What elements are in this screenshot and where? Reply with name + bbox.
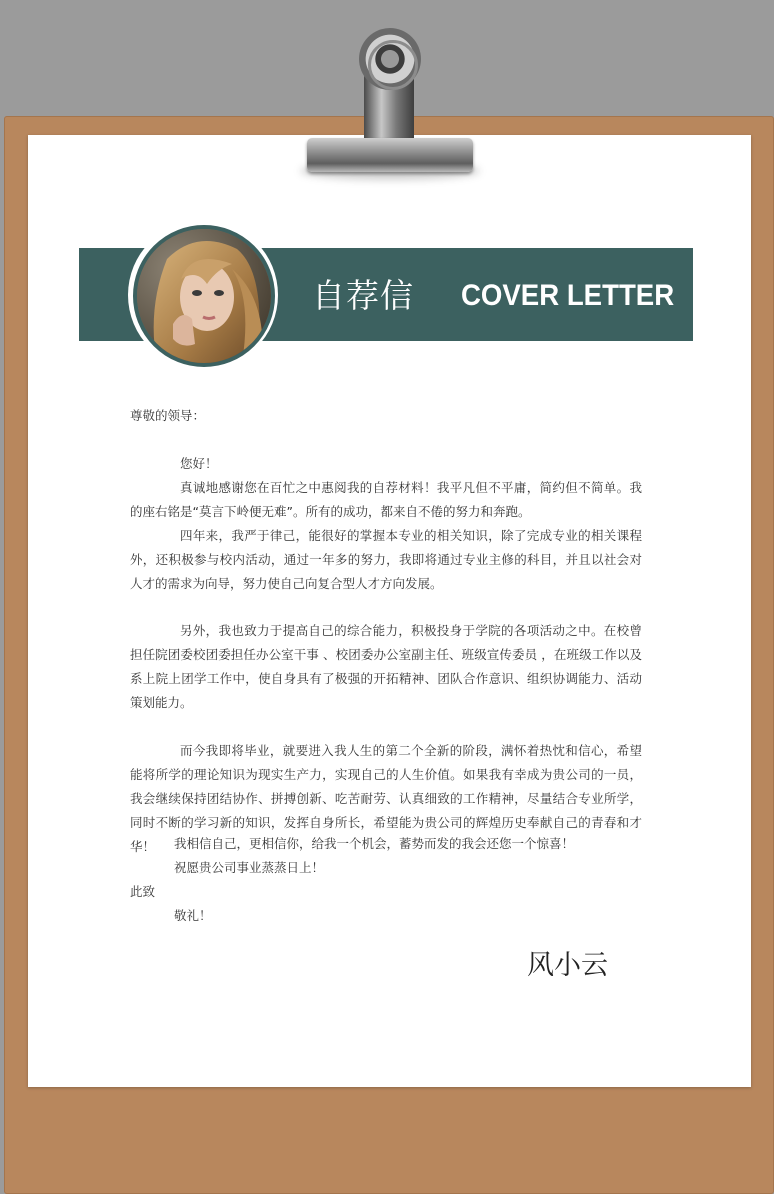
paragraph-3: 另外，我也致力于提高自己的综合能力，积极投身于学院的各项活动之中。在校曾担任院团委校团委担任办公室干事 、校团委办公室副主任、班级宣传委员 ，在班级工作以及系上院上团学工作中，使自身具有了极强的开拓精神、团队合作意识、组织协调能力、活动策划能力。 (130, 623, 642, 710)
clip-ring-highlight (368, 40, 418, 90)
binder-clip-icon (307, 138, 473, 172)
closing-line-1: 我相信自己，更相信你，给我一个机会，蓄势而发的我会还您一个惊喜！ (174, 836, 575, 851)
letter-section-2 (130, 619, 642, 715)
portrait-image (137, 229, 271, 363)
paragraph-2: 四年来，我严于律己，能很好的掌握本专业的相关知识，除了完成专业的相关课程外，还积极参与校内活动，通过一年多的努力，我即将通过专业主修的科目，并且以社会对人才的需求为向导，努力使自己向复合型人才方向发展。 (130, 528, 642, 591)
paragraph-4: 而今我即将毕业，就要进入我人生的第二个全新的阶段，满怀着热忱和信心，希望能将所学的理论知识为现实生产力，实现自己的人生价值。如果我有幸成为贵公司的一员，我会继续保持团结协作、拼搏创新、吃苦耐劳、认真细致的工作精神，尽量结合专业所学，同时不断的学习新的知识，发挥自身所长，希望能为贵公司的辉煌历史奉献自己的青春和才华！ (130, 743, 642, 854)
salutation-text: 尊敬的领导： (130, 408, 206, 423)
letter-section-1 (130, 452, 642, 596)
title-chinese: 自荐信 (312, 276, 414, 315)
letter-closing (130, 832, 642, 928)
closing-line-4: 敬礼！ (174, 908, 212, 923)
avatar (133, 225, 275, 367)
greeting-text: 您好！ (180, 456, 218, 471)
letter-salutation (130, 404, 642, 428)
signature: 风小云 (527, 950, 608, 981)
title-english: COVER LETTER (461, 279, 675, 312)
paragraph-1: 真诚地感谢您在百忙之中惠阅我的自荐材料！我平凡但不平庸，简约但不简单。我的座右铭是“莫言下岭便无难”。所有的成功，都来自不倦的努力和奔跑。 (130, 480, 642, 519)
closing-line-2: 祝愿贵公司事业蒸蒸日上！ (174, 860, 325, 875)
closing-line-3: 此致 (130, 884, 156, 899)
